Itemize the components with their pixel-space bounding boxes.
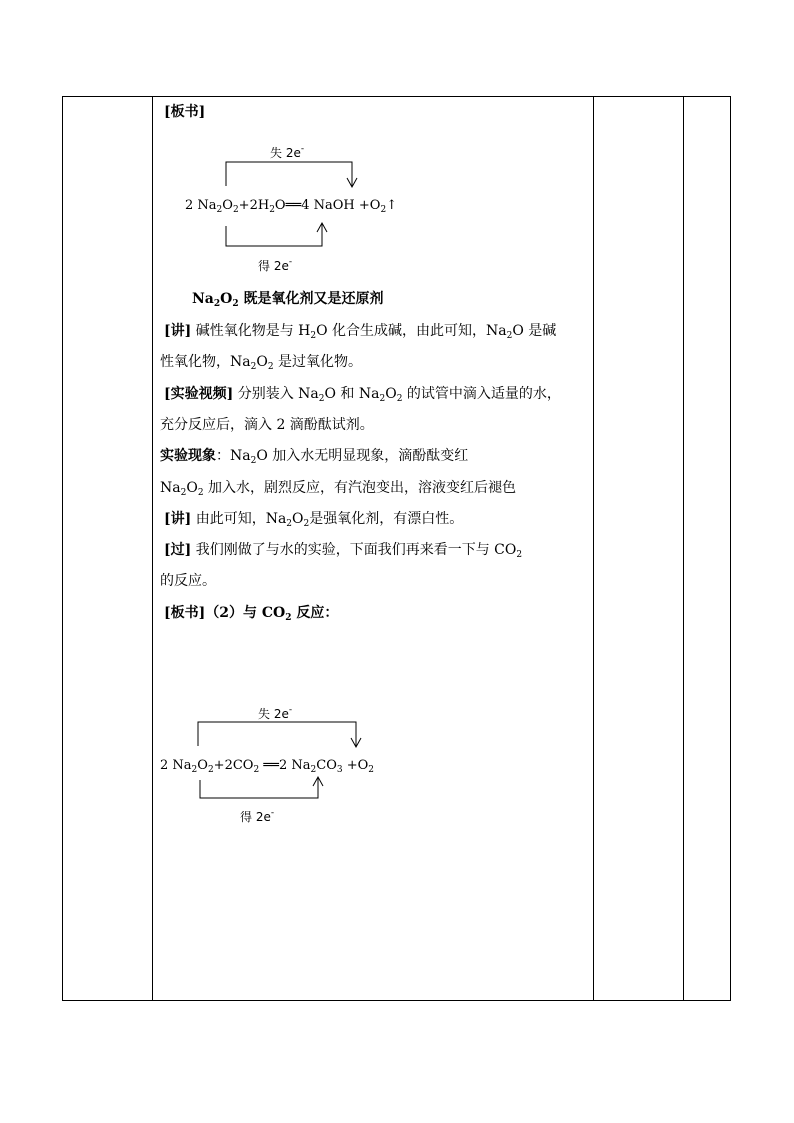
transition-line-1 — [164, 540, 522, 560]
eq2-part: +2CO — [213, 758, 254, 773]
text-part: O 和 Na — [324, 386, 380, 402]
text-part: 分别装入 Na — [233, 386, 319, 402]
phenomenon-line-2 — [160, 478, 516, 498]
text-part: O 是碱 — [512, 323, 557, 339]
board-heading-1: [板书] — [164, 104, 206, 120]
equation-1 — [185, 198, 397, 213]
board-heading-2 — [164, 603, 338, 623]
text-part: O 加入水无明显现象，滴酚酞变红 — [256, 448, 469, 464]
lose-bracket-1 — [226, 162, 352, 186]
gain-electrons-label-1 — [258, 257, 292, 274]
lecture-tag: [讲] — [164, 323, 192, 339]
text-sub: 2 — [286, 519, 293, 529]
text-sub: 2 — [197, 488, 204, 498]
text-part: 反应： — [291, 605, 339, 621]
text-part: O — [292, 511, 304, 527]
video-tag: [实验视频] — [164, 386, 234, 402]
text-part: Na — [160, 480, 181, 496]
text-part: 碱性氧化物是与 H — [191, 323, 311, 339]
eq2-sub: 2 — [253, 765, 260, 775]
eq2-sub: 2 — [368, 765, 375, 775]
eq2-sub: 2 — [191, 765, 198, 775]
eq2-sub: 2 — [310, 765, 317, 775]
eq1-part: +2H — [238, 198, 270, 213]
board-tag: [板书] — [164, 605, 206, 621]
text-sub: 2 — [303, 519, 310, 529]
conclusion-line — [192, 289, 383, 309]
eq2-part: ══2 Na — [259, 758, 311, 773]
gain-sup-1: - — [288, 257, 293, 267]
eq2-part: O — [197, 758, 208, 773]
text-sub: 2 — [310, 331, 317, 341]
eq1-part: O══4 NaOH +O — [274, 198, 381, 213]
transition-tag: [过] — [164, 542, 192, 558]
text-sub: 2 — [267, 362, 274, 372]
text-part: 是过氧化物。 — [273, 354, 363, 370]
text-sub: 2 — [250, 362, 257, 372]
eq2-part: +O — [342, 758, 369, 773]
lose-electrons-label-1 — [270, 144, 304, 161]
gain-bracket-1 — [226, 224, 322, 246]
lose-text-1: 失 2e — [270, 146, 301, 160]
eq2-part: 2 Na — [160, 758, 192, 773]
gain-sup-2: - — [270, 808, 275, 818]
text-sub: 2 — [285, 613, 292, 623]
text-part: O — [186, 480, 198, 496]
text-sub: 2 — [516, 550, 523, 560]
text-part: ：Na — [216, 448, 251, 464]
text-part: 性氧化物，Na — [160, 354, 251, 370]
text-part: （2）与 CO — [205, 605, 286, 621]
lecture-1-line-2 — [160, 352, 362, 372]
eq1-part: ↑ — [386, 198, 398, 213]
conclusion-part: 既是氧化剂又是还原剂 — [238, 291, 384, 307]
text-part: 的试管中滴入适量的水， — [402, 386, 561, 402]
text-sub: 2 — [180, 488, 187, 498]
eq1-part: O — [222, 198, 233, 213]
text-part: O — [256, 354, 268, 370]
text-sub: 2 — [506, 331, 513, 341]
phenomenon-line-1 — [160, 446, 468, 466]
eq1-sub: 2 — [216, 205, 223, 215]
lecture-tag: [讲] — [164, 511, 192, 527]
gain-bracket-2 — [200, 778, 318, 798]
eq1-sub: 2 — [380, 205, 387, 215]
phenomenon-tag: 实验现象 — [160, 448, 216, 464]
conclusion-part: O — [220, 291, 233, 307]
lose-bracket-2 — [198, 722, 356, 746]
lose-sup-2: - — [288, 705, 293, 715]
lose-electrons-label-2 — [258, 705, 292, 722]
lecture-1-line-1 — [164, 321, 556, 341]
eq2-sub: 2 — [207, 765, 214, 775]
text-part: O 化合生成碱，由此可知，Na — [316, 323, 507, 339]
text-part: 是强氧化剂，有漂白性。 — [309, 511, 464, 527]
gain-electrons-label-2 — [240, 808, 274, 825]
eq2-sub: 3 — [336, 765, 343, 775]
video-line-1 — [164, 384, 561, 404]
text-sub: 2 — [250, 456, 257, 466]
transition-line-2: 的反应。 — [160, 573, 216, 589]
lose-sup-1: - — [300, 144, 305, 154]
text-sub: 2 — [318, 394, 325, 404]
text-sub: 2 — [379, 394, 386, 404]
eq1-sub: 2 — [269, 205, 275, 215]
video-line-2: 充分反应后，滴入 2 滴酚酞试剂。 — [160, 417, 374, 433]
conclusion-sub: 2 — [213, 299, 221, 309]
text-part: 由此可知，Na — [191, 511, 287, 527]
text-sub: 2 — [396, 394, 403, 404]
gain-text-1: 得 2e — [258, 259, 289, 273]
equation-2 — [160, 758, 374, 773]
conclusion-part: Na — [192, 291, 214, 307]
eq1-sub: 2 — [232, 205, 239, 215]
text-part: 我们刚做了与水的实验，下面我们再来看一下与 CO — [191, 542, 517, 558]
gain-text-2: 得 2e — [240, 810, 271, 824]
conclusion-sub: 2 — [232, 299, 239, 309]
lecture-2-line — [164, 509, 463, 529]
eq2-part: CO — [316, 758, 337, 773]
text-part: 加入水，剧烈反应，有汽泡变出，溶液变红后褪色 — [203, 480, 517, 496]
eq1-part: 2 Na — [185, 198, 217, 213]
lose-text-2: 失 2e — [258, 707, 289, 721]
text-part: O — [385, 386, 397, 402]
